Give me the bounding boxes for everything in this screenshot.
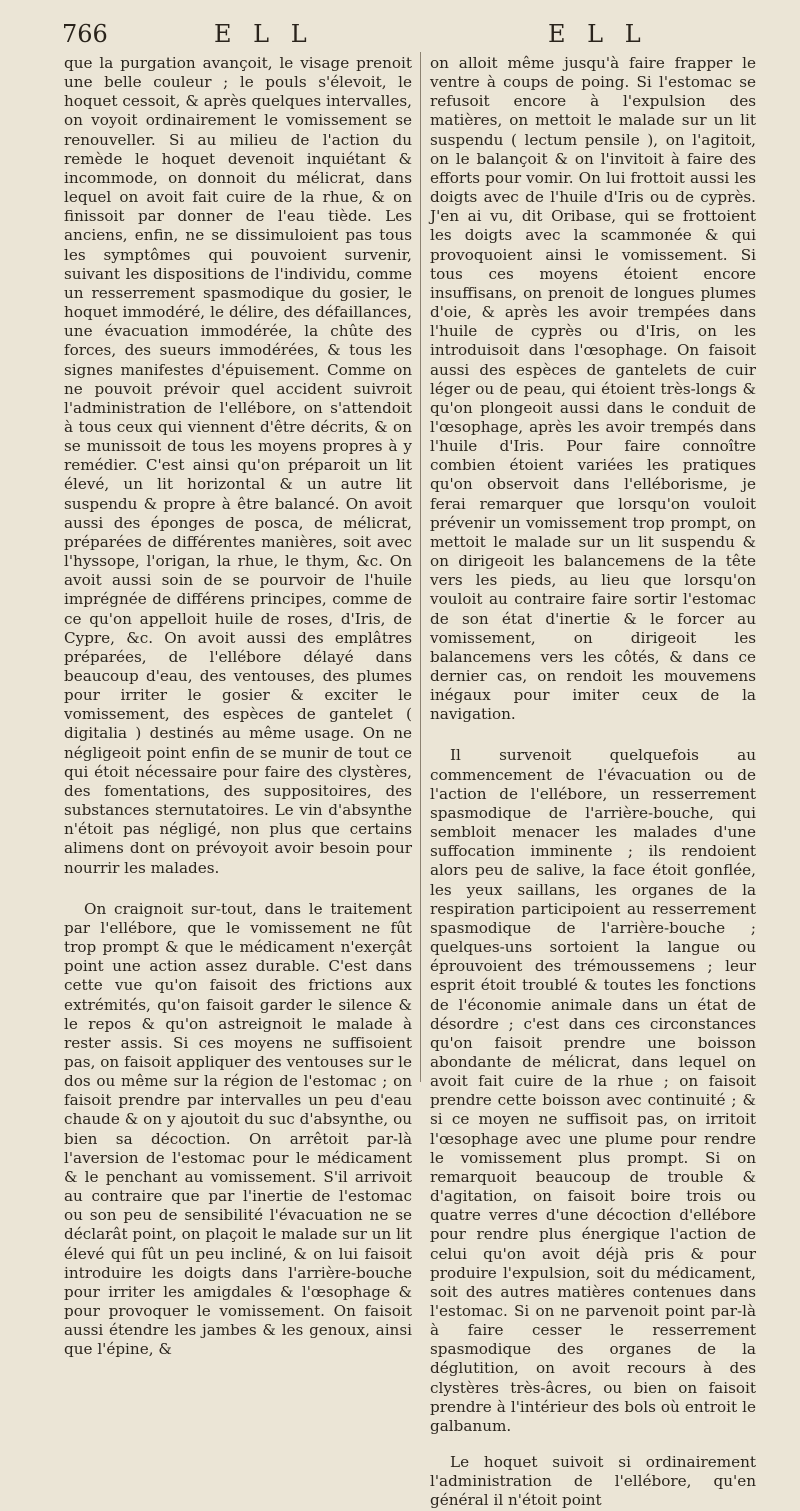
left-column [64, 54, 412, 1359]
running-head-right: E L L [548, 20, 648, 48]
right-column [430, 54, 756, 1511]
paragraph: On craignoit sur-tout, dans le traitement par l'ellébore, que le vomissement ne fût trop prompt & que le médicament n'exerçât point une action assez durable. C'est dans cette vue qu'on faisoit des frictions aux extrémités, qu'on faisoit garder le silence & le repos & qu'on astreignoit le malade à rester assis. Si ces moyens ne suffisoient pas, on faisoit appliquer des ventouses sur le dos ou même sur la région de l'estomac ; on faisoit prendre par intervalles un peu d'eau chaude & on y ajoutoit du suc d'absynthe, ou bien sa décoction. On arrêtoit par-là l'aversion de l'estomac pour le médicament & le penchant au vomissement. S'il arrivoit au contraire que par l'inertie de l'estomac ou son peu de sensibilité l'évacuation ne se déclarât point, on plaçoit le malade sur un lit élevé qui fût un peu incliné, & on lui faisoit introduire les doigts dans l'arrière-bouche pour irriter les amigdales & l'œsophage & pour provoquer le vomissement. On faisoit aussi étendre les jambes & les genoux, ainsi que l'épine, & [64, 899, 412, 1359]
paragraph-continuation: on alloit même jusqu'à faire frapper le ventre à coups de poing. Si l'estomac se refusoit encore à l'expulsion des matières, on mettoit le malade sur un lit suspendu ( lectum pensile ), on l'agitoit, on le balançoit & on l'invitoit à faire des efforts pour vomir. On lui frottoit aussi les doigts avec de l'huile d'Iris ou de cyprès. J'en ai vu, dit Oribase, qui se frottoient les doigts avec la scammonée & qui provoquoient ainsi le vomissement. Si tous ces moyens étoient encore insuffisans, on prenoit de longues plumes d'oie, & après les avoir trempées dans l'huile de cyprès ou d'Iris, on les introduisoit dans l'œsophage. On faisoit aussi des espèces de gantelets de cuir léger ou de peau, qui étoient très-longs & qu'on plongeoit aussi dans le conduit de l'œsophage, après les avoir trempés dans l'huile d'Iris. Pour faire connoître combien étoient variées les pratiques qu'on observoit dans l'elléborisme, je ferai remarquer que lorsqu'on vouloit prévenir un vomissement trop prompt, on mettoit le malade sur un lit suspendu & on dirigeoit les balancemens de la tête vers les pieds, au lieu que lorsqu'on vouloit au contraire faire sortir l'estomac de son état d'inertie & le forcer au vomissement, on dirigeoit les balancemens vers les côtés, & dans ce dernier cas, on rendoit les mouvemens inégaux pour imiter ceux de la navigation. [430, 54, 756, 724]
paragraph-gap [430, 724, 756, 746]
column-divider [420, 52, 421, 1082]
running-head-left: E L L [214, 20, 314, 48]
paragraph: Il survenoit quelquefois au commencement de l'évacuation ou de l'action de l'ellébore, un resserrement spasmodique de l'arrière-bouche, qui sembloit menacer les malades d'une suffocation imminente ; ils rendoient alors peu de salive, la face étoit gonflée, les yeux saillans, les organes de la respiration participoient au resserrement spasmodique de l'arrière-bouche ; quelques-uns sortoient la langue ou éprouvoient des trémoussemens ; leur esprit étoit troublé & toutes les fonctions de l'économie animale dans un état de désordre ; c'est dans ces circonstances qu'on faisoit prendre une boisson abondante de mélicrat, dans lequel on avoit fait cuire de la rhue ; on faisoit prendre cette boisson avec continuité ; & si ce moyen ne suffisoit pas, on irritoit l'œsophage avec une plume pour rendre le vomissement plus prompt. Si on remarquoit beaucoup de trouble & d'agitation, on faisoit boire trois ou quatre verres d'une décoction d'ellébore pour rendre plus énergique l'action de celui qu'on avoit déjà pris & pour produire l'expulsion, soit du médicament, soit des autres matières contenues dans l'estomac. Si on ne parvenoit point par-là à faire cesser le resserrement spasmodique des organes de la déglutition, on avoit recours à des clystères très-âcres, ou bien on faisoit prendre à l'intérieur des bols où entroit le galbanum. [430, 746, 756, 1435]
paragraph-continuation: que la purgation avançoit, le visage prenoit une belle couleur ; le pouls s'élevoit, le hoquet cessoit, & après quelques intervalles, on voyoit ordinairement le vomissement se renouveller. Si au milieu de l'action du remède le hoquet devenoit inquiétant & incommode, on donnoit du mélicrat, dans lequel on avoit fait cuire de la rhue, & on finissoit par donner de l'eau tiède. Les anciens, enfin, ne se dissimuloient pas tous les symptômes qui pouvoient survenir, suivant les dispositions de l'individu, comme un resserrement spasmodique du gosier, le hoquet immodéré, le délire, des défaillances, une évacuation immodérée, la chûte des forces, des sueurs immodérées, & tous les signes manifestes d'épuisement. Comme on ne pouvoit prévoir quel accident suivroit l'administration de l'ellébore, on s'attendoit à tous ceux qui viennent d'être décrits, & on se munissoit de tous les moyens propres à y remédier. C'est ainsi qu'on préparoit un lit élevé, un lit horizontal & un autre lit suspendu & propre à être balancé. On avoit aussi des éponges de posca, de mélicrat, préparées de différentes manières, soit avec l'hyssope, l'origan, la rhue, le thym, &c. On avoit aussi soin de se pourvoir de l'huile imprégnée de différens principes, comme de ce qu'on appelloit huile de roses, d'Iris, de Cypre, &c. On avoit aussi des emplâtres préparées, de l'ellébore délayé dans beaucoup d'eau, des ventouses, des plumes pour irriter le gosier & exciter le vomissement, des espèces de gantelet ( digitalia ) destinés au même usage. On ne négligeoit point enfin de se munir de tout ce qui étoit nécessaire pour faire des clystères, des fomentations, des suppositoires, des substances sternutatoires. Le vin d'absynthe n'étoit pas négligé, non plus que certains alimens dont on prévoyoit avoir besoin pour nourrir les malades. [64, 54, 412, 877]
page-number: 766 [62, 20, 108, 48]
paragraph-gap [64, 878, 412, 900]
paragraph-gap [430, 1436, 756, 1453]
paragraph: Le hoquet suivoit si ordinairement l'administration de l'ellébore, qu'en général il n'étoit point [430, 1453, 756, 1510]
page-header [0, 20, 800, 50]
